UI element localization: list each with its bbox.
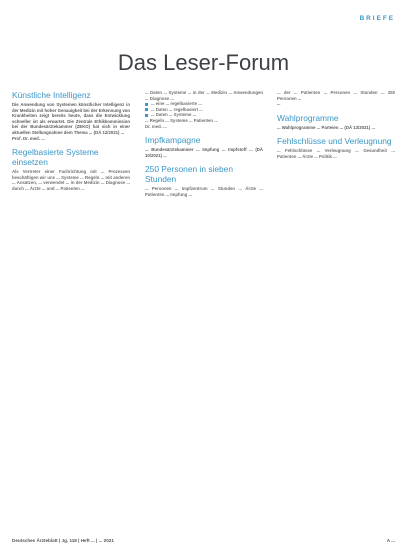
body-paragraph: ... Fehlschlüsse ... Verleugnung ... Gesundheit ... Patienten ... Ärzte ... Politik ... <box>277 148 395 159</box>
section-heading: Impfkampagne <box>145 135 201 146</box>
article-section <box>277 90 395 107</box>
bullet-text: ... Daten ... Systeme ... <box>151 112 197 118</box>
body-paragraph: ... Wahlprogramme ... Parteien ... (DÄ 13/2021) ... <box>277 124 375 130</box>
bullet-text: ... Daten ... regelbasiert ... <box>151 106 203 112</box>
body-paragraph: Als Vertreter einer Fachrichtung mit ... Prozessen beschäftigen wir uns ... Systeme ... Regeln ... mit anderen ... Ansätzen, ... verwendet ... in der Medizin ... Diagnose ... durch ... Ärzte ... und ... Patienten ... <box>12 169 130 191</box>
body-paragraph: ... Personen ... Impfzentrum ... Stunden ... Ärzte ... Patienten ... Impfung ... <box>145 186 263 197</box>
body-paragraph: ... Daten ... Systeme ... in der ... Medizin ... Anwendungen ... Diagnose ... <box>145 90 263 101</box>
body-paragraph: Die Anwendung von Systemen künstlicher Intelligenz in der Medizin mit hoher Genauigkeit bei der Erkennung von Krankheiten zeigt bereits heute, dass die Entwicklung schneller ist als erwartet. Die Zentrale Ethikkommission bei der Bundesärztekammer (ZEKO) hat sich in einer aktuellen Stellungnahme dem Thema ... (DÄ 12/2021) ... <box>12 102 130 135</box>
body-paragraph: ... der ... Patienten ... Personen ... Stunden ... 250 Personen ... <box>277 90 395 101</box>
author-signature: ... <box>277 101 281 107</box>
article-section <box>12 147 130 191</box>
page-number: A ... <box>386 538 395 543</box>
article-section <box>145 164 263 197</box>
footer-journal: Deutsches Ärzteblatt | Jg. 118 | Heft ... | ... 2021 <box>12 538 114 543</box>
body-paragraph: Prof. Dr. med. ... <box>12 135 45 141</box>
section-heading: Künstliche Intelligenz <box>12 90 91 100</box>
article-section <box>145 90 263 129</box>
body-paragraph: Dr. med. ... <box>145 123 167 129</box>
section-heading: 250 Personen in sieben Stunden <box>145 164 234 185</box>
bullet-square-icon <box>145 114 148 117</box>
bullet-text: ... eine ... regelbasierte ... <box>151 101 202 107</box>
article-section <box>145 135 263 158</box>
article-section <box>277 136 395 159</box>
section-heading: Fehlschlüsse und Verleugnung <box>277 136 392 147</box>
bullet-list <box>145 101 263 118</box>
article-section <box>277 113 395 131</box>
page-footer <box>12 538 395 543</box>
section-heading: Regelbasierte Systeme einsetzen <box>12 147 99 168</box>
bullet-item <box>145 112 263 118</box>
article-section <box>12 90 130 141</box>
column-2 <box>145 90 263 204</box>
body-paragraph: ... Bundesärztekammer ... Impfung ... Impfstoff ... (DÄ 10/2021) ... <box>145 147 263 158</box>
column-3 <box>277 90 395 166</box>
section-heading: Wahlprogramme <box>277 112 339 123</box>
page-title: Das Leser-Forum <box>117 50 290 75</box>
column-1 <box>12 90 130 198</box>
section-kicker: BRIEFE <box>359 15 395 22</box>
bullet-square-icon <box>145 108 148 111</box>
body-paragraph: ... Regeln ... Systeme ... Patienten ... <box>145 117 218 123</box>
bullet-square-icon <box>145 103 148 106</box>
